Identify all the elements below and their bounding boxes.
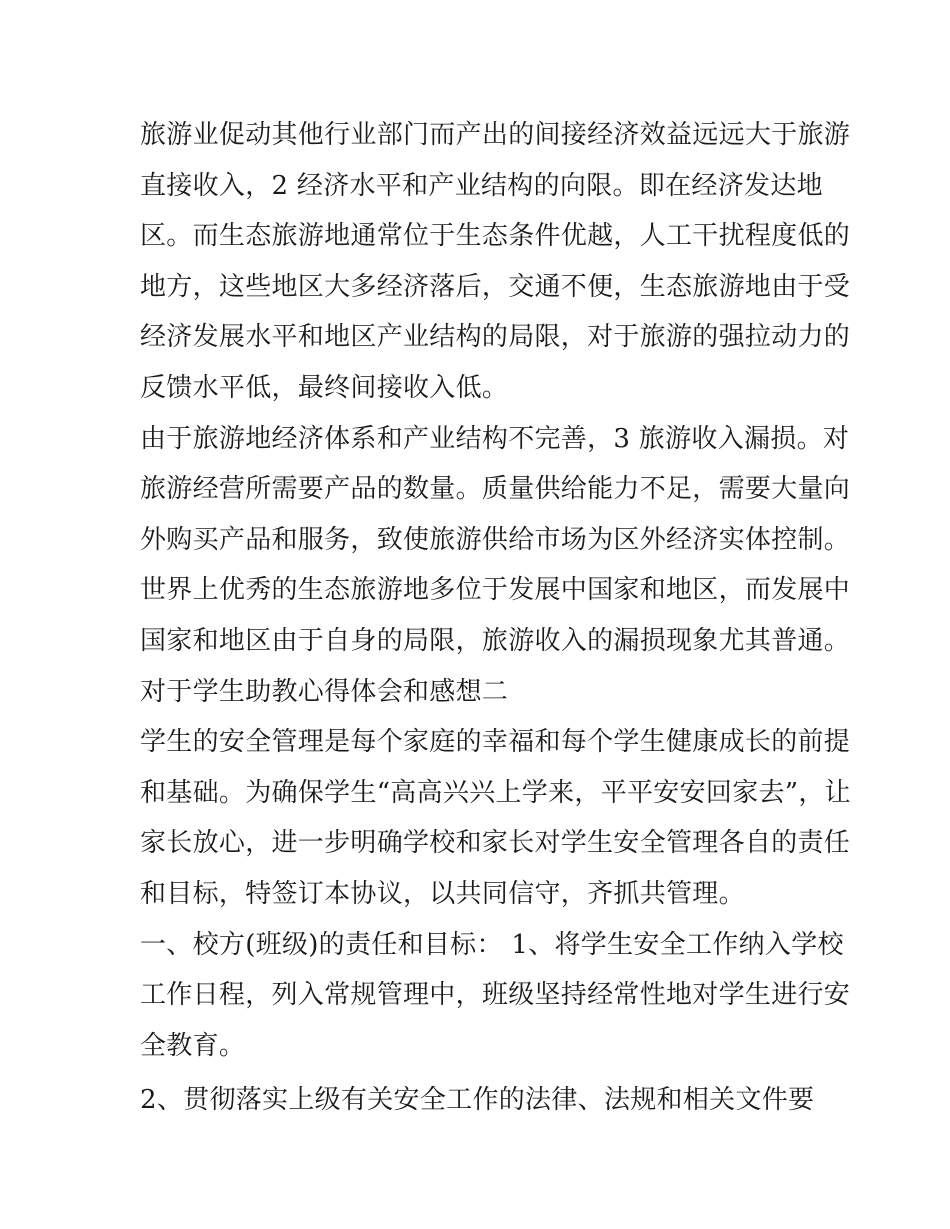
text-line: 由于旅游地经济体系和产业结构不完善，3 旅游收入漏损。对 bbox=[140, 423, 850, 454]
text-line: 工作日程，列入常规管理中，班级坚持经常性地对学生进行安 bbox=[140, 980, 851, 1011]
text-line: 一、校方(班级)的责任和目标： 1、将学生安全工作纳入学校 bbox=[140, 929, 844, 960]
text-line: 2、贯彻落实上级有关安全工作的法律、法规和相关文件要 bbox=[140, 1085, 815, 1116]
text-line: 旅游业促动其他行业部门而产出的间接经济效益远远大于旅游 bbox=[140, 120, 851, 150]
text-line: 世界上优秀的生态旅游地多位于发展中国家和地区，而发展中 bbox=[140, 575, 851, 606]
text-line: 和目标，特签订本协议，以共同信守，齐抓共管理。 bbox=[140, 878, 745, 909]
text-line: 外购买产品和服务，致使旅游供给市场为区外经济实体控制。 bbox=[140, 524, 851, 555]
text-line: 全教育。 bbox=[140, 1030, 246, 1061]
text-line: 区。而生态旅游地通常位于生态条件优越，人工干扰程度低的 bbox=[140, 221, 851, 252]
text-line: 直接收入，2 经济水平和产业结构的向限。即在经济发达地 bbox=[140, 170, 823, 201]
text-line: 国家和地区由于自身的局限，旅游收入的漏损现象尤其普通。 bbox=[140, 625, 851, 656]
text-line: 经济发展水平和地区产业结构的局限，对于旅游的强拉动力的 bbox=[140, 322, 851, 353]
document-body bbox=[140, 110, 851, 1126]
text-line: 反馈水平低，最终间接收入低。 bbox=[140, 372, 509, 403]
text-line: 和基础。为确保学生“高高兴兴上学来，平平安安回家去”，让 bbox=[140, 777, 851, 808]
text-line: 学生的安全管理是每个家庭的幸福和每个学生健康成长的前提 bbox=[140, 727, 851, 758]
text-line: 地方，这些地区大多经济落后，交通不便，生态旅游地由于受 bbox=[140, 271, 851, 302]
text-line: 家长放心，进一步明确学校和家长对学生安全管理各自的责任 bbox=[140, 828, 851, 859]
section-heading: 对于学生助教心得体会和感想二 bbox=[140, 676, 509, 707]
text-line: 旅游经营所需要产品的数量。质量供给能力不足，需要大量向 bbox=[140, 474, 851, 505]
